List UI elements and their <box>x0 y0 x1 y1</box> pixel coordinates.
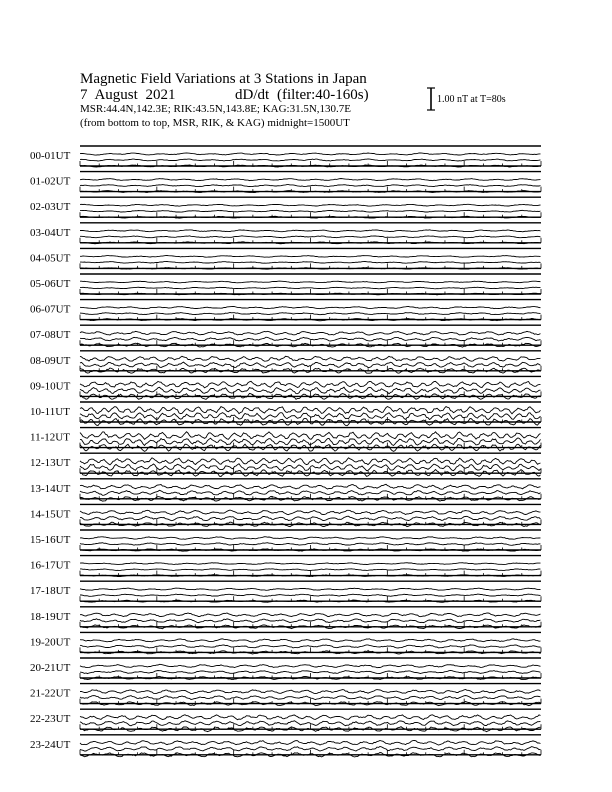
date-month: August <box>94 87 138 103</box>
trace-kag <box>80 613 541 617</box>
trace-kag <box>80 639 541 642</box>
hour-row <box>30 351 541 373</box>
hour-row <box>30 684 541 706</box>
hour-row <box>30 300 541 321</box>
trace-kag <box>80 407 541 414</box>
quantity-label: dD/dt <box>235 87 270 103</box>
hour-row <box>30 530 541 551</box>
station-coordinates: MSR:44.4N,142.3E; RIK:43.5N,143.8E; KAG:31.5N,130.7E <box>80 103 352 115</box>
trace-kag <box>80 715 541 720</box>
trace-kag <box>80 588 541 590</box>
hour-row-label: 23-24UT <box>30 738 71 751</box>
trace-kag <box>80 230 541 232</box>
trace-rik <box>80 543 541 546</box>
trace-rik <box>80 210 541 212</box>
hour-row-label: 09-10UT <box>30 380 71 393</box>
hour-row-label: 13-14UT <box>30 482 71 495</box>
hour-row-label: 06-07UT <box>30 303 71 316</box>
hour-row <box>30 556 541 577</box>
trace-kag <box>80 741 541 746</box>
trace-kag <box>80 204 541 206</box>
hour-row <box>30 735 541 757</box>
hour-row-label: 04-05UT <box>30 252 71 265</box>
hour-row <box>30 428 541 452</box>
trace-msr <box>80 319 541 321</box>
trace-kag <box>80 256 541 258</box>
hour-row-label: 00-01UT <box>30 150 71 162</box>
hour-row <box>30 376 541 399</box>
hour-row-label: 05-06UT <box>30 278 71 290</box>
trace-kag <box>80 153 541 155</box>
trace-rik <box>80 287 541 289</box>
trace-kag <box>80 307 541 309</box>
hour-row <box>30 274 541 295</box>
scale-bar <box>427 88 435 110</box>
hour-row-label: 03-04UT <box>30 226 71 239</box>
trace-kag <box>80 664 541 667</box>
hour-row <box>30 223 541 244</box>
hour-row <box>30 581 541 602</box>
trace-kag <box>80 432 541 440</box>
scale-bar-label: 1.00 nT at T=80s <box>437 94 506 105</box>
trace-kag <box>80 281 541 283</box>
trace-kag <box>80 537 541 540</box>
hour-row-label: 18-19UT <box>30 610 71 623</box>
hour-row <box>30 248 541 269</box>
hour-row-label: 14-15UT <box>30 508 71 521</box>
trace-kag <box>80 381 541 388</box>
order-note: (from bottom to top, MSR, RIK, & KAG) <box>80 117 265 129</box>
trace-kag <box>80 356 541 361</box>
hour-row-label: 15-16UT <box>30 534 71 546</box>
trace-kag <box>80 458 541 465</box>
hour-row-label: 21-22UT <box>30 687 71 700</box>
hour-row-label: 07-08UT <box>30 329 71 342</box>
chart-title: Magnetic Field Variations at 3 Stations in Japan <box>80 71 367 87</box>
hour-row <box>30 453 541 476</box>
hour-row-label: 17-18UT <box>30 585 71 598</box>
trace-rik <box>80 236 541 238</box>
trace-kag <box>80 331 541 335</box>
hour-row-label: 22-23UT <box>30 713 71 726</box>
hour-row-label: 20-21UT <box>30 662 71 674</box>
hour-row <box>30 632 541 654</box>
hour-row <box>30 709 541 732</box>
trace-kag <box>80 179 541 181</box>
trace-kag <box>80 563 541 565</box>
midnight-note: midnight=1500UT <box>267 117 350 129</box>
hour-row-label: 12-13UT <box>30 457 71 470</box>
date-year: 2021 <box>145 87 176 103</box>
hour-row-label: 08-09UT <box>30 354 71 367</box>
trace-kag <box>80 510 541 514</box>
trace-kag <box>80 484 541 489</box>
hour-row <box>30 504 541 526</box>
trace-rik <box>80 262 541 264</box>
trace-kag <box>80 690 541 694</box>
hour-row <box>30 146 541 167</box>
hour-row <box>30 325 541 347</box>
date-day: 7 <box>80 87 88 103</box>
filter-label: (filter:40-160s) <box>276 87 369 103</box>
hour-row-label: 11-12UT <box>30 431 70 444</box>
hour-row-label: 01-02UT <box>30 175 71 188</box>
hour-row-label: 16-17UT <box>30 559 71 572</box>
hour-row-label: 19-20UT <box>30 636 71 649</box>
trace-rik <box>80 185 541 187</box>
hour-row <box>30 197 541 218</box>
hour-row <box>30 172 541 193</box>
hour-row <box>30 402 541 426</box>
trace-rik <box>80 594 541 596</box>
hour-row-label: 02-03UT <box>30 201 71 214</box>
hour-row <box>30 658 541 680</box>
trace-rik <box>80 313 541 315</box>
hour-row-label: 10-11UT <box>30 406 70 418</box>
trace-rik <box>80 569 541 571</box>
trace-rik <box>80 159 541 161</box>
hour-row <box>30 479 541 501</box>
hour-row <box>30 607 541 629</box>
